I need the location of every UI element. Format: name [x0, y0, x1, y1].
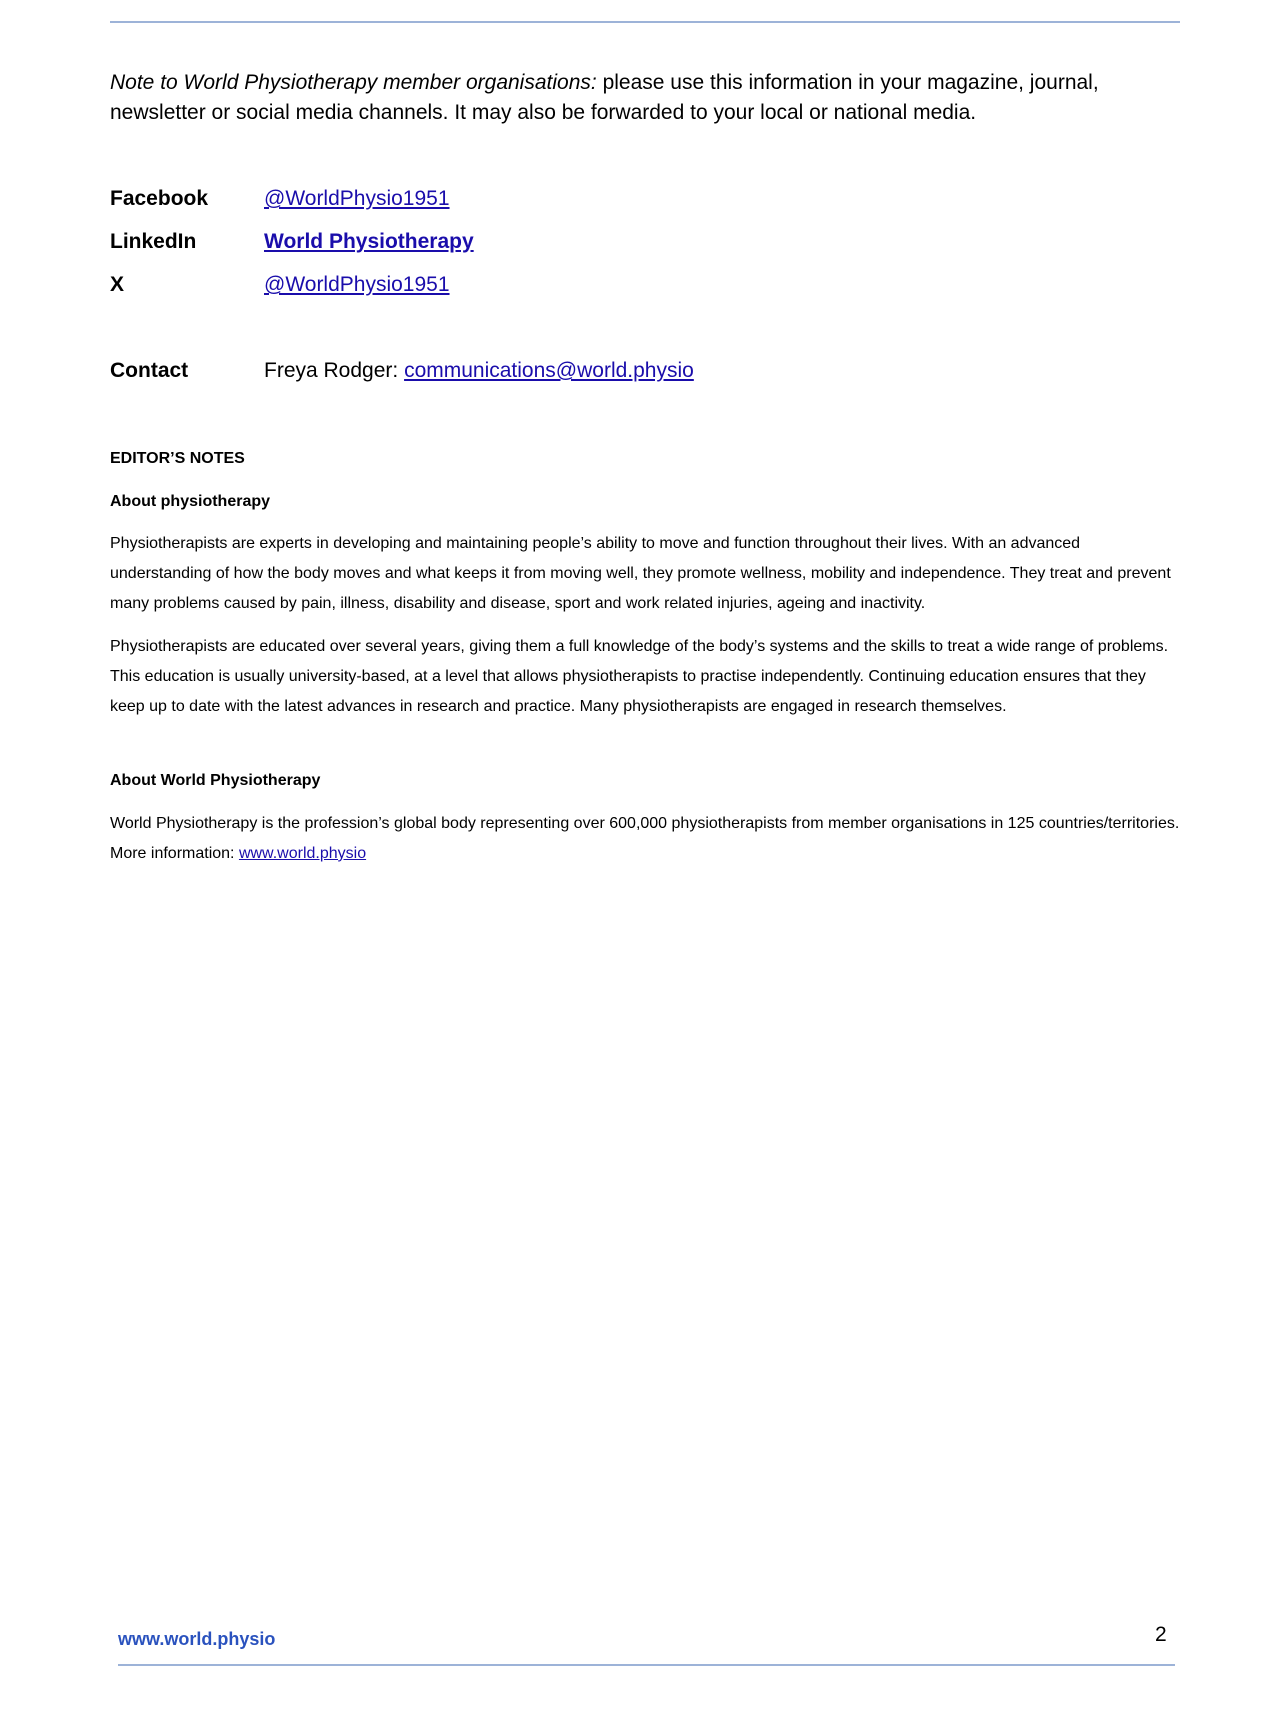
- about-world-physiotherapy-heading: About World Physiotherapy: [110, 772, 321, 789]
- footer-rule: [118, 1664, 1175, 1666]
- note-text: please use this information in your magazine, journal, newsletter or social media channels. It may also be forwarded to your local or national media.: [110, 71, 1099, 124]
- about-physiotherapy-paragraph-1: Physiotherapists are experts in developing and maintaining people’s ability to move and function throughout their lives. With an advanced understanding of how the body moves and what keeps it from moving well, they promote wellness, mobility and independence. They treat and prevent many problems caused by pain, illness, disability and disease, sport and work related injuries, ageing and inactivity.: [110, 535, 1171, 612]
- contact-value: [264, 356, 694, 386]
- contact-email-link[interactable]: communications@world.physio: [404, 359, 694, 382]
- world-physio-website-link[interactable]: www.world.physio: [238, 845, 367, 862]
- linkedin-label: LinkedIn: [110, 230, 197, 253]
- footer-website-url: www.world.physio: [118, 1629, 276, 1649]
- page-number: 2: [1155, 1623, 1167, 1646]
- header-rule: [110, 21, 1180, 23]
- x-label: X: [110, 273, 125, 296]
- about-physiotherapy-paragraph-2: Physiotherapists are educated over several years, giving them a full knowledge of the body’s systems and the skills to treat a wide range of problems. This education is usually university-based, at a level that allows physiotherapists to practise independently. Continuing education ensures that they keep up to date with the latest advances in research and practice. Many physiotherapists are engaged in research themselves.: [110, 638, 1169, 715]
- facebook-link[interactable]: @WorldPhysio1951: [264, 187, 450, 210]
- editors-notes-heading: EDITOR’S NOTES: [110, 450, 245, 467]
- about-physiotherapy-heading: About physiotherapy: [110, 493, 271, 510]
- about-wp-text: World Physiotherapy is the profession’s global body representing over 600,000 physiotherapists from member organisations in 125 countries/territories. More information:: [110, 815, 1180, 862]
- contact-label: Contact: [110, 359, 189, 382]
- note-italic-lead: Note to World Physiotherapy member organisations:: [110, 71, 597, 94]
- linkedin-link[interactable]: World Physiotherapy: [264, 230, 474, 253]
- about-world-physiotherapy-paragraph: [110, 809, 1180, 869]
- member-note: [110, 68, 1190, 128]
- facebook-label: Facebook: [110, 187, 209, 210]
- x-link[interactable]: @WorldPhysio1951: [264, 273, 450, 296]
- contact-name: Freya Rodger:: [264, 359, 405, 382]
